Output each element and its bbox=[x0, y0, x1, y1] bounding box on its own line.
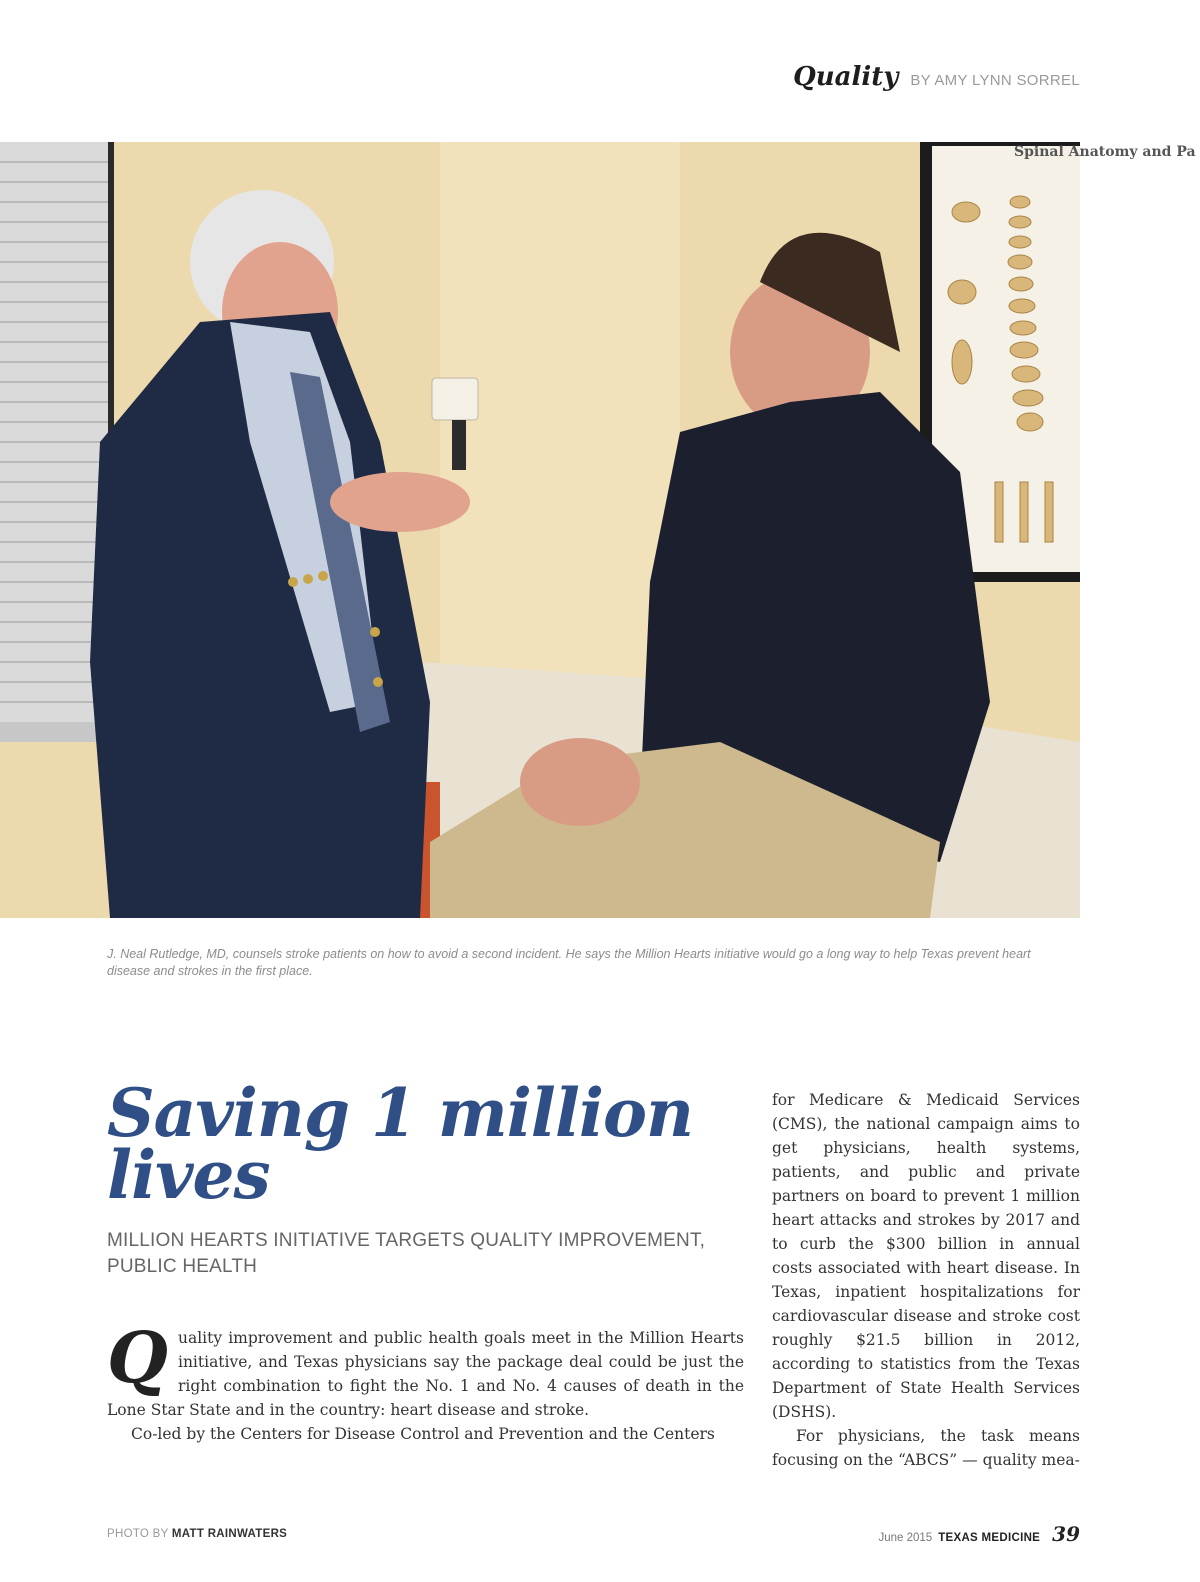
photo-credit-name: MATT RAINWATERS bbox=[171, 1528, 288, 1540]
drop-cap: Q bbox=[107, 1316, 168, 1399]
paragraph-1-text: uality improvement and public health goals meet in the Million Hearts initiative, and Texas physicians say the package deal could be just the right combination to fight the No. 1 and No. 4 causes of death in the Lone Star State and in the country: heart disease and stroke. bbox=[107, 1329, 744, 1419]
photo-caption: J. Neal Rutledge, MD, counsels stroke patients on how to avoid a second incident. He says the Million Hearts initiative would go a long way to help Texas prevent heart disease and strokes in the first place. bbox=[107, 947, 1031, 978]
photo-credit-label: PHOTO BY bbox=[107, 1528, 169, 1540]
paragraph-4: For physicians, the task means focusing on the “ABCS” — quality mea- bbox=[772, 1427, 1080, 1469]
article-photo bbox=[0, 142, 1196, 918]
byline: BY AMY LYNN SORREL bbox=[910, 72, 1080, 89]
magazine-name: TEXAS MEDICINE bbox=[938, 1532, 1041, 1544]
poster-title: Spinal Anatomy and Pa bbox=[1014, 144, 1196, 160]
paragraph-2: Co-led by the Centers for Disease Control and Prevention and the Centers bbox=[131, 1425, 715, 1443]
section-name: Quality bbox=[793, 62, 899, 92]
article-subtitle: MILLION HEARTS INITIATIVE TARGETS QUALITY IMPROVEMENT, PUBLIC HEALTH bbox=[107, 1230, 706, 1277]
body-column-right bbox=[772, 1088, 1080, 1472]
page-header bbox=[793, 62, 1080, 98]
paragraph-1 bbox=[107, 1316, 744, 1422]
body-column-left bbox=[107, 1316, 744, 1446]
photo-credit bbox=[107, 1528, 287, 1540]
article-title: Saving 1 million lives bbox=[107, 1074, 693, 1214]
page-number: 39 bbox=[1052, 1522, 1080, 1546]
paragraph-3: for Medicare & Medicaid Services (CMS), the national campaign aims to get physicians, health systems, patients, and public and private partners on board to prevent 1 million heart attacks and strokes by 2017 and to curb the $300 billion in annual costs associated with heart disease. In Texas, inpatient hospitalizations for cardiovascular disease and stroke cost roughly $21.5 billion in 2012, according to statistics from the Texas Department of State Health Services (DSHS). bbox=[772, 1091, 1080, 1421]
page-footer bbox=[878, 1522, 1080, 1546]
issue-date: June 2015 bbox=[878, 1532, 933, 1544]
